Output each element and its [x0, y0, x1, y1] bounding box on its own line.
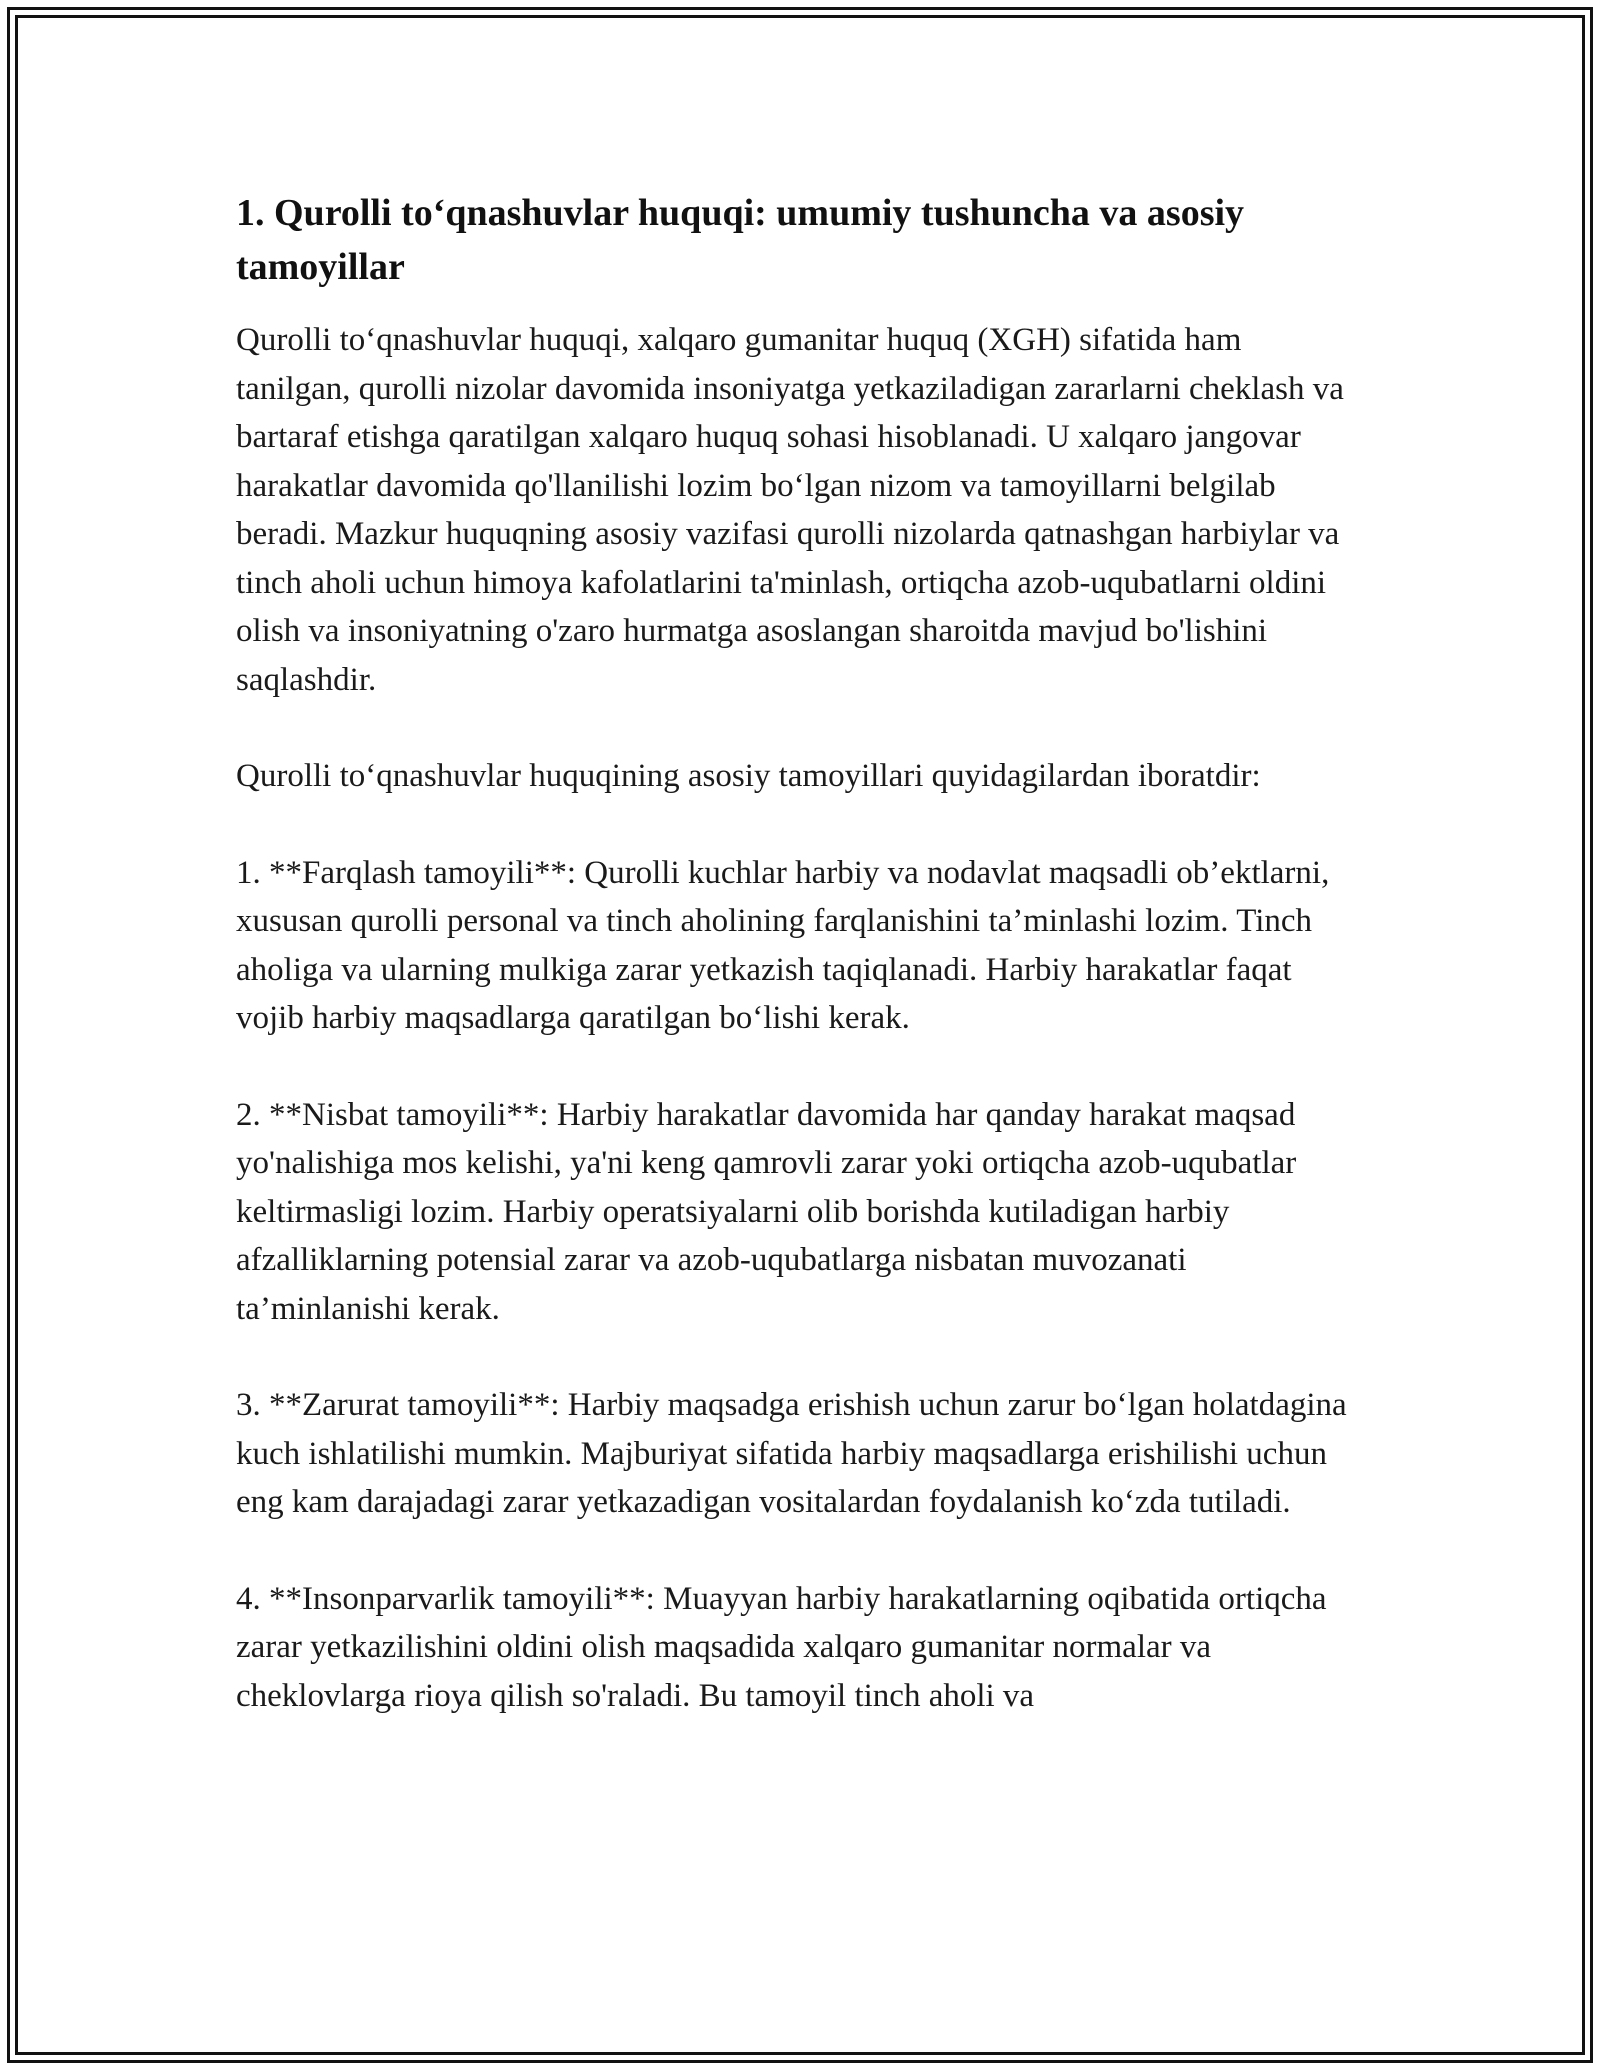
paragraph-principles-lead: Qurolli to‘qnashuvlar huquqining asosiy tamoyillari quyidagilardan iboratdir:	[236, 758, 1261, 794]
paragraph-proportionality-principle: 2. **Nisbat tamoyili**: Harbiy harakatlar davomida har qanday harakat maqsad yo'nalishiga mos kelishi, ya'ni keng qamrovli zarar yoki ortiqcha azob-uqubatlar keltirmasligi lozim. Harbiy operatsiyalarni olib borishda kutiladigan harbiy afzalliklarning potensial zarar va azob-uqubatlarga nisbatan muvozanati ta’minlanishi kerak.	[236, 1096, 1297, 1327]
paragraph-humanity-principle: 4. **Insonparvarlik tamoyili**: Muayyan harbiy harakatlarning oqibatida ortiqcha zarar yetkazilishini oldini olish maqsadida xalqaro gumanitar normalar va cheklovlarga rioya qilish so'raladi. Bu tamoyil tinch aholi va	[236, 1580, 1327, 1714]
paragraph-necessity-principle: 3. **Zarurat tamoyili**: Harbiy maqsadga erishish uchun zarur bo‘lgan holatdagina kuch ishlatilishi mumkin. Majburiyat sifatida harbiy maqsadlarga erishilishi uchun eng kam darajadagi zarar yetkazadigan vositalardan foydalanish ko‘zda tutiladi.	[236, 1387, 1347, 1520]
paragraph-distinction-principle: 1. **Farqlash tamoyili**: Qurolli kuchlar harbiy va nodavlat maqsadli ob’ektlarni, xususan qurolli personal va tinch aholining farqlanishini ta’minlashi lozim. Tinch aholiga va ularning mulkiga zarar yetkazish taqiqlanadi. Harbiy harakatlar faqat vojib harbiy maqsadlarga qaratilgan bo‘lishi kerak.	[236, 854, 1330, 1036]
paragraph-intro: Qurolli to‘qnashuvlar huquqi, xalqaro gumanitar huquq (XGH) sifatida ham tanilgan, qurolli nizolar davomida insoniyatga yetkaziladigan zararlarni cheklash va bartaraf etishga qaratilgan xalqaro huquq sohasi hisoblanadi. U xalqaro jangovar harakatlar davomida qo'llanilishi lozim bo‘lgan nizom va tamoyillarni belgilab beradi. Mazkur huquqning asosiy vazifasi qurolli nizolarda qatnashgan harbiylar va tinch aholi uchun himoya kafolatlarini ta'minlash, ortiqcha azob-uqubatlarni oldini olish va insoniyatning o'zaro hurmatga asoslangan sharoitda mavjud bo'lishini saqlashdir.	[236, 322, 1344, 698]
section-heading: 1. Qurolli to‘qnashuvlar huquqi: umumiy tushuncha va asosiy tamoyillar	[236, 192, 1245, 288]
document-body	[236, 186, 1356, 1768]
